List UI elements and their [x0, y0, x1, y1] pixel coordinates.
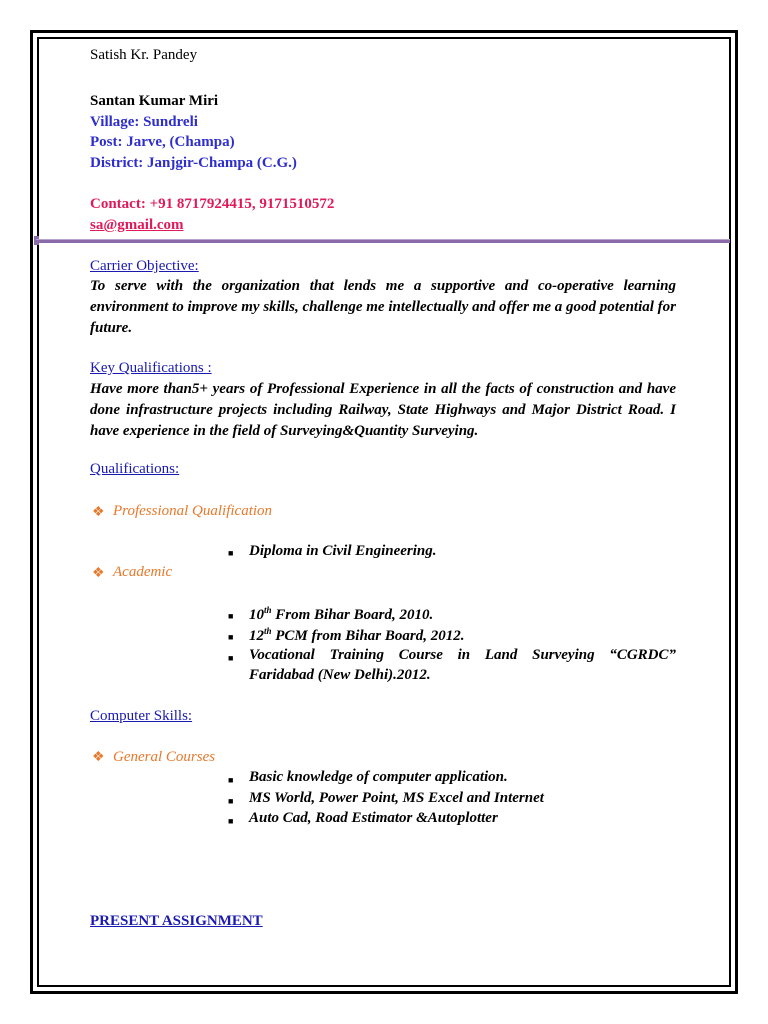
list-item: 10th From Bihar Board, 2010. — [249, 605, 434, 623]
square-bullet-icon: ■ — [228, 816, 234, 826]
present-assignment-heading: PRESENT ASSIGNMENT — [90, 913, 263, 929]
square-bullet-icon: ■ — [228, 796, 234, 806]
square-bullet-icon: ■ — [228, 632, 234, 642]
list-item: Diploma in Civil Engineering. — [249, 543, 437, 559]
address-village: Village: Sundreli — [90, 114, 198, 130]
academic-label: Academic — [113, 564, 173, 580]
list-item: 12th PCM from Bihar Board, 2012. — [249, 626, 465, 644]
diamond-bullet-icon: ❖ — [92, 750, 105, 765]
qualifications-heading: Qualifications: — [90, 461, 180, 477]
square-bullet-icon: ■ — [228, 653, 234, 663]
objective-heading: Carrier Objective: — [90, 258, 199, 274]
list-item: MS World, Power Point, MS Excel and Internet — [249, 790, 544, 806]
key-qualifications-text: Have more than5+ years of Professional Experience in all the facts of construction and have done infrastructure projects including Railway, State Highways and Major District Road. I have experience in the field of Surveying&Quantity Surveying. — [90, 381, 676, 439]
list-item: Vocational Training Course in Land Surveying “CGRDC” — [249, 647, 676, 663]
header-divider — [36, 239, 730, 243]
general-courses-label: General Courses — [113, 749, 216, 765]
document-author: Satish Kr. Pandey — [90, 47, 198, 63]
square-bullet-icon: ■ — [228, 611, 234, 621]
address-district: District: Janjgir-Champa (C.G.) — [90, 155, 297, 171]
key-qualifications-heading: Key Qualifications : — [90, 360, 212, 376]
list-item: Auto Cad, Road Estimator &Autoplotter — [249, 810, 498, 826]
list-item: Basic knowledge of computer application. — [249, 769, 508, 785]
square-bullet-icon: ■ — [228, 775, 234, 785]
address-post: Post: Jarve, (Champa) — [90, 134, 235, 150]
diamond-bullet-icon: ❖ — [92, 505, 105, 520]
square-bullet-icon: ■ — [228, 548, 234, 558]
contact-email-link[interactable]: sa@gmail.com — [90, 217, 184, 233]
applicant-name: Santan Kumar Miri — [90, 93, 219, 109]
professional-qualification-label: Professional Qualification — [113, 503, 273, 519]
diamond-bullet-icon: ❖ — [92, 566, 105, 581]
computer-skills-heading: Computer Skills: — [90, 708, 193, 724]
objective-text: To serve with the organization that lends me a supportive and co-operative learning environment to improve my skills, challenge me intellectually and offer me a good potential for future. — [90, 278, 676, 336]
list-item-continuation: Faridabad (New Delhi).2012. — [249, 667, 431, 683]
contact-phone: Contact: +91 8717924415, 9171510572 — [90, 196, 335, 212]
